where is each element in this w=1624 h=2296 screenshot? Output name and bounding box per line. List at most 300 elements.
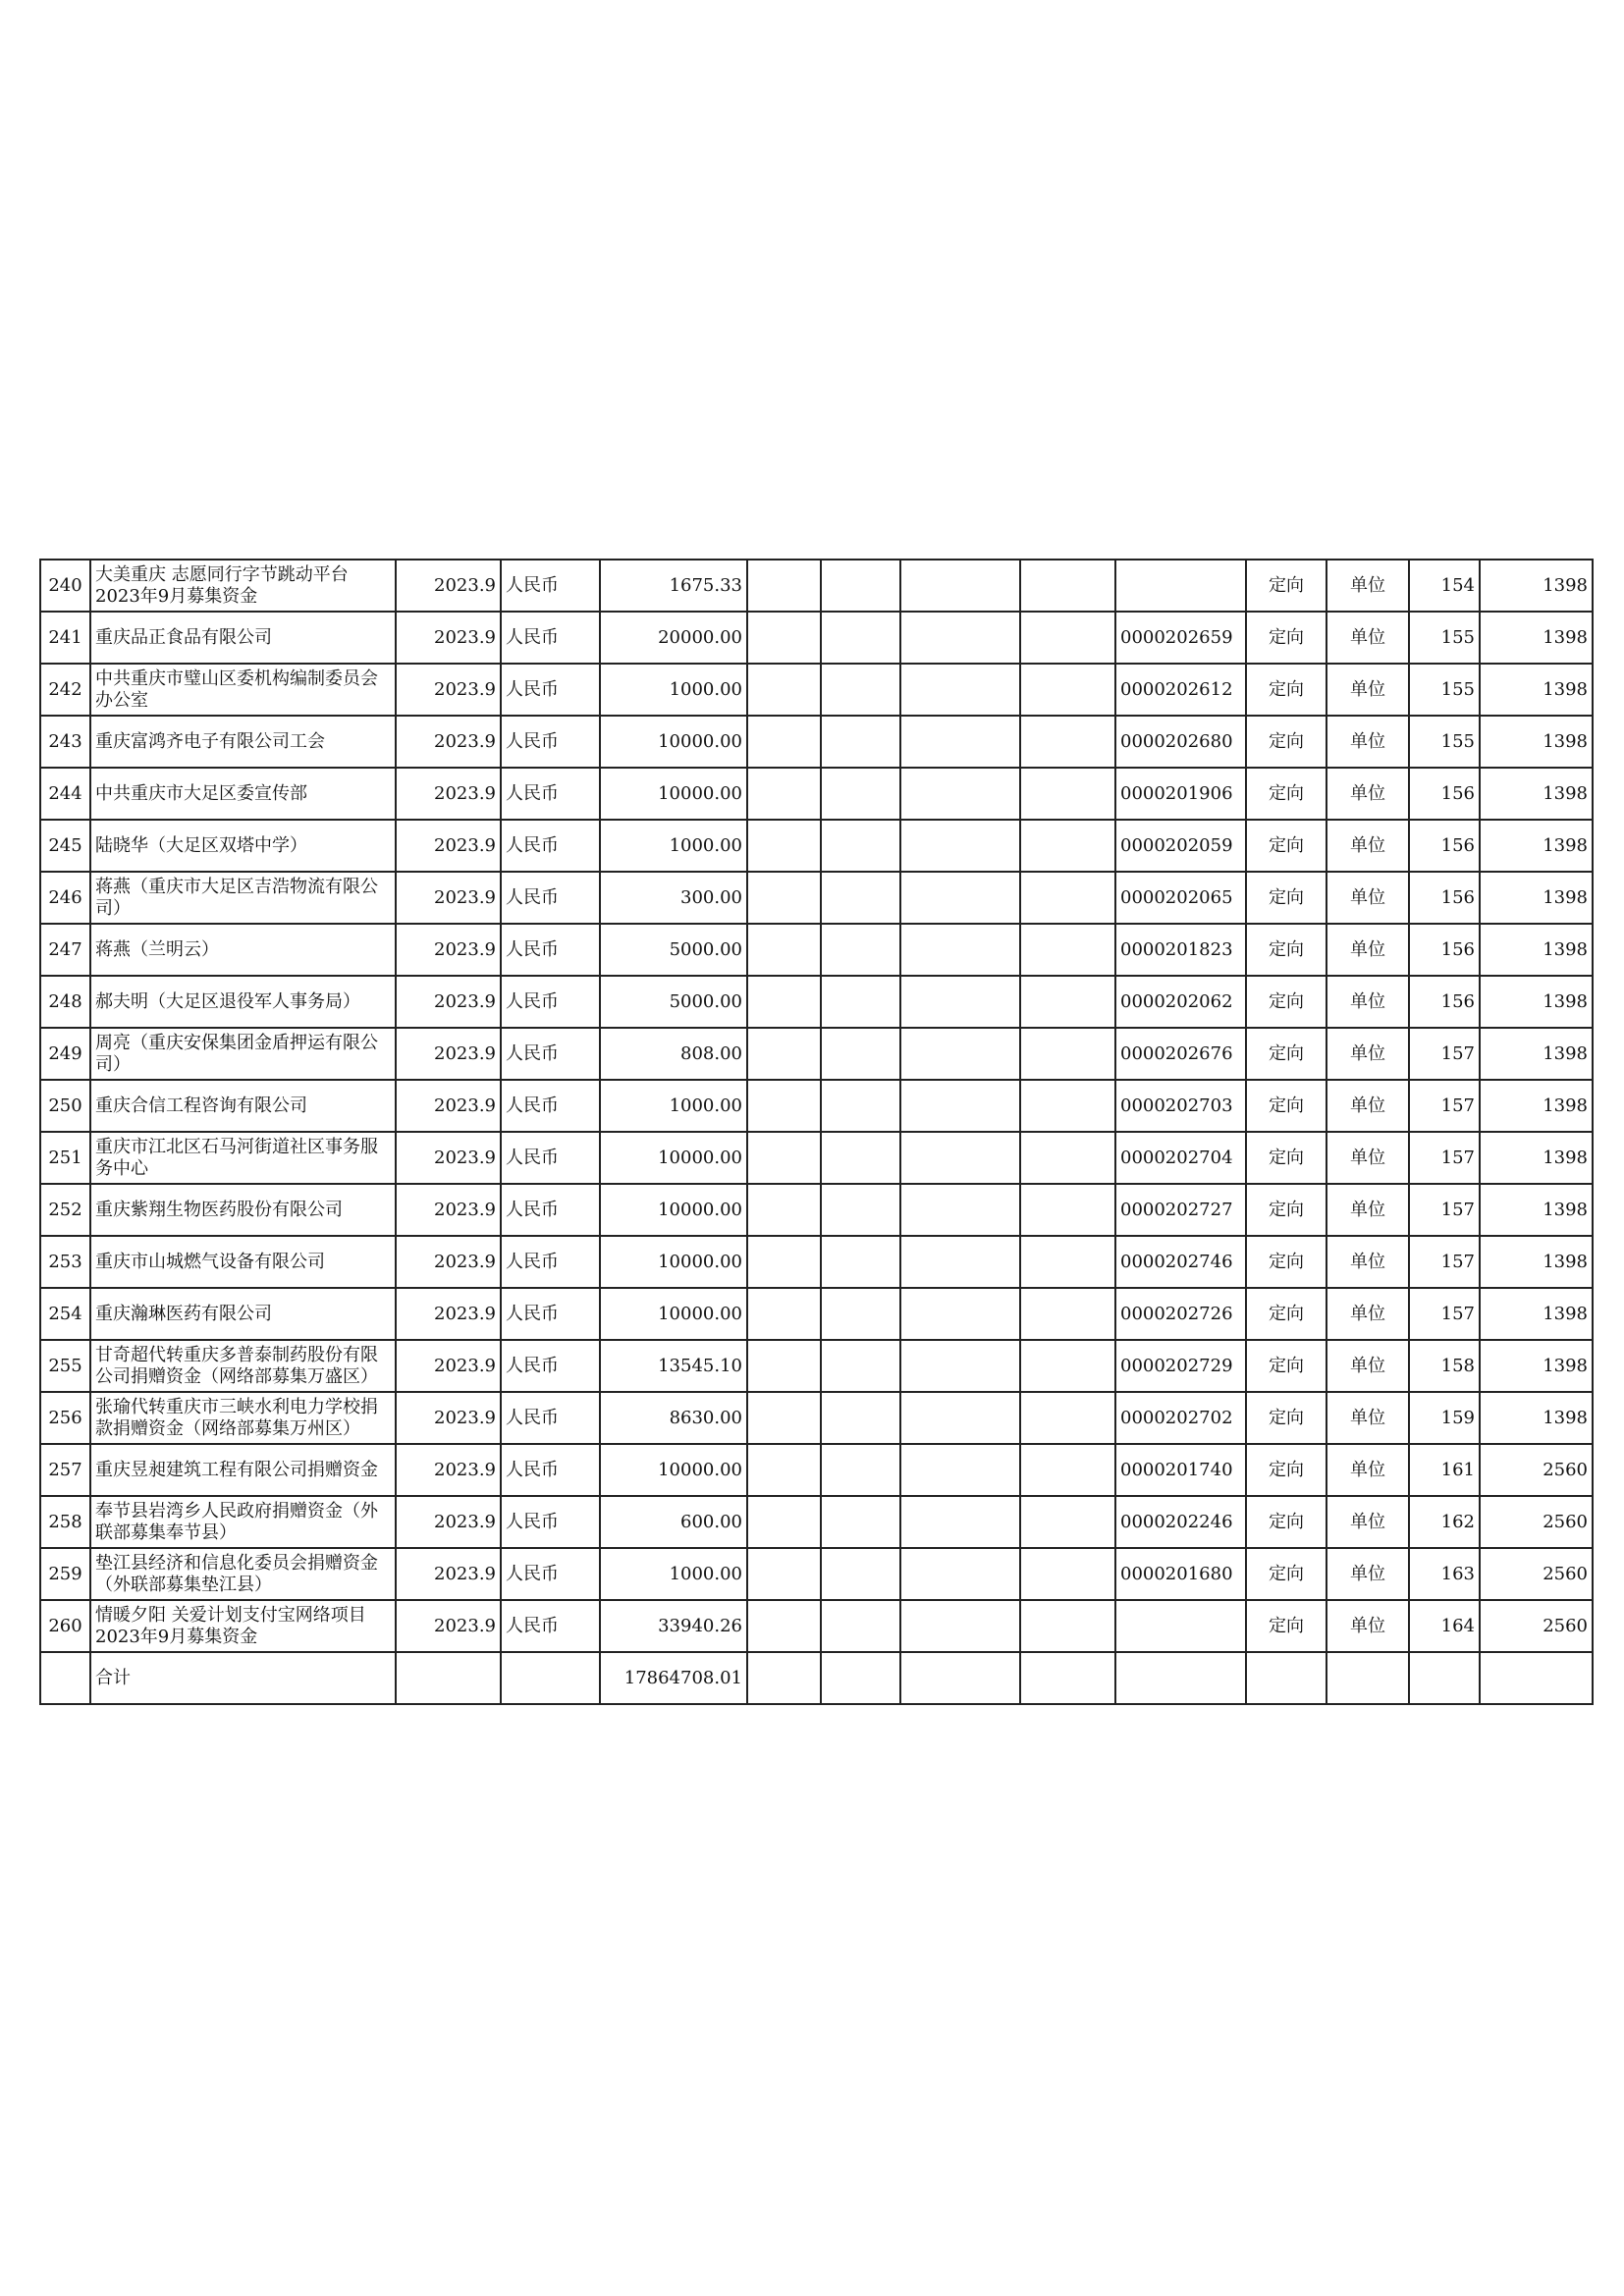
row-number: 250 xyxy=(40,1080,90,1132)
amount: 10000.00 xyxy=(600,768,747,820)
row-number: 247 xyxy=(40,924,90,976)
currency: 人民币 xyxy=(501,1080,600,1132)
donor-name: 重庆昱昶建筑工程有限公司捐赠资金 xyxy=(90,1444,396,1496)
donor-name: 蒋燕（兰明云） xyxy=(90,924,396,976)
total-label: 合计 xyxy=(90,1652,396,1704)
volume-number: 2560 xyxy=(1480,1444,1593,1496)
direction-type: 定向 xyxy=(1246,612,1326,664)
donor-name: 垫江县经济和信息化委员会捐赠资金（外联部募集垫江县） xyxy=(90,1548,396,1600)
amount: 10000.00 xyxy=(600,1288,747,1340)
receipt-number: 0000202676 xyxy=(1115,1028,1246,1080)
volume-number: 1398 xyxy=(1480,976,1593,1028)
blank-cell xyxy=(821,560,900,612)
volume-number: 1398 xyxy=(1480,1288,1593,1340)
direction-type: 定向 xyxy=(1246,716,1326,768)
blank-cell xyxy=(747,1184,821,1236)
donor-type: 单位 xyxy=(1326,1236,1409,1288)
donor-name: 郝夫明（大足区退役军人事务局） xyxy=(90,976,396,1028)
table-row xyxy=(40,1236,1593,1288)
blank-cell xyxy=(1020,1496,1115,1548)
direction-type: 定向 xyxy=(1246,1600,1326,1652)
table-row xyxy=(40,1080,1593,1132)
donation-date: 2023.9 xyxy=(396,560,501,612)
blank-cell xyxy=(40,1652,90,1704)
blank-cell xyxy=(747,1340,821,1392)
donor-type: 单位 xyxy=(1326,664,1409,716)
page-number: 156 xyxy=(1409,924,1480,976)
receipt-number: 0000202059 xyxy=(1115,820,1246,872)
blank-cell xyxy=(1020,1652,1115,1704)
blank-cell xyxy=(821,1132,900,1184)
donation-date: 2023.9 xyxy=(396,1132,501,1184)
donation-date: 2023.9 xyxy=(396,924,501,976)
currency: 人民币 xyxy=(501,1548,600,1600)
row-number: 245 xyxy=(40,820,90,872)
table-row xyxy=(40,976,1593,1028)
page-number: 164 xyxy=(1409,1600,1480,1652)
receipt-number: 0000201740 xyxy=(1115,1444,1246,1496)
blank-cell xyxy=(747,924,821,976)
blank-cell xyxy=(1326,1652,1409,1704)
receipt-number: 0000202680 xyxy=(1115,716,1246,768)
currency: 人民币 xyxy=(501,1184,600,1236)
blank-cell xyxy=(900,1392,1020,1444)
row-number: 243 xyxy=(40,716,90,768)
volume-number: 1398 xyxy=(1480,820,1593,872)
blank-cell xyxy=(900,872,1020,924)
page-number: 157 xyxy=(1409,1288,1480,1340)
blank-cell xyxy=(501,1652,600,1704)
donor-type: 单位 xyxy=(1326,976,1409,1028)
currency: 人民币 xyxy=(501,820,600,872)
currency: 人民币 xyxy=(501,924,600,976)
blank-cell xyxy=(1020,820,1115,872)
blank-cell xyxy=(747,1444,821,1496)
receipt-number: 0000202727 xyxy=(1115,1184,1246,1236)
blank-cell xyxy=(900,924,1020,976)
page-number: 156 xyxy=(1409,820,1480,872)
blank-cell xyxy=(747,1392,821,1444)
blank-cell xyxy=(900,1548,1020,1600)
donor-type: 单位 xyxy=(1326,1184,1409,1236)
row-number: 248 xyxy=(40,976,90,1028)
page-number: 157 xyxy=(1409,1184,1480,1236)
blank-cell xyxy=(1020,768,1115,820)
blank-cell xyxy=(747,1496,821,1548)
direction-type: 定向 xyxy=(1246,1496,1326,1548)
donor-name: 重庆合信工程咨询有限公司 xyxy=(90,1080,396,1132)
table-row xyxy=(40,1184,1593,1236)
blank-cell xyxy=(747,1132,821,1184)
table-row xyxy=(40,612,1593,664)
table-row xyxy=(40,924,1593,976)
donor-name: 重庆品正食品有限公司 xyxy=(90,612,396,664)
volume-number: 1398 xyxy=(1480,1184,1593,1236)
donor-name: 甘奇超代转重庆多普泰制药股份有限公司捐赠资金（网络部募集万盛区） xyxy=(90,1340,396,1392)
volume-number: 2560 xyxy=(1480,1600,1593,1652)
blank-cell xyxy=(747,768,821,820)
page-number: 159 xyxy=(1409,1392,1480,1444)
blank-cell xyxy=(900,768,1020,820)
donor-type: 单位 xyxy=(1326,872,1409,924)
receipt-number xyxy=(1115,1600,1246,1652)
blank-cell xyxy=(821,768,900,820)
page-number: 154 xyxy=(1409,560,1480,612)
blank-cell xyxy=(900,1236,1020,1288)
blank-cell xyxy=(900,1132,1020,1184)
amount: 808.00 xyxy=(600,1028,747,1080)
blank-cell xyxy=(900,1496,1020,1548)
blank-cell xyxy=(821,1080,900,1132)
table-row xyxy=(40,1028,1593,1080)
direction-type: 定向 xyxy=(1246,820,1326,872)
table-row xyxy=(40,1600,1593,1652)
donor-name: 周亮（重庆安保集团金盾押运有限公司） xyxy=(90,1028,396,1080)
blank-cell xyxy=(747,1028,821,1080)
currency: 人民币 xyxy=(501,1392,600,1444)
donor-name: 重庆市江北区石马河街道社区事务服务中心 xyxy=(90,1132,396,1184)
blank-cell xyxy=(747,1652,821,1704)
blank-cell xyxy=(747,1236,821,1288)
receipt-number: 0000202065 xyxy=(1115,872,1246,924)
amount: 600.00 xyxy=(600,1496,747,1548)
volume-number: 1398 xyxy=(1480,1132,1593,1184)
donor-type: 单位 xyxy=(1326,1028,1409,1080)
blank-cell xyxy=(747,1080,821,1132)
blank-cell xyxy=(747,664,821,716)
donation-date: 2023.9 xyxy=(396,612,501,664)
blank-cell xyxy=(1020,560,1115,612)
blank-cell xyxy=(1020,1548,1115,1600)
donor-type: 单位 xyxy=(1326,1132,1409,1184)
row-number: 260 xyxy=(40,1600,90,1652)
blank-cell xyxy=(900,1028,1020,1080)
page-number: 162 xyxy=(1409,1496,1480,1548)
currency: 人民币 xyxy=(501,560,600,612)
row-number: 252 xyxy=(40,1184,90,1236)
volume-number: 1398 xyxy=(1480,924,1593,976)
volume-number: 1398 xyxy=(1480,768,1593,820)
direction-type: 定向 xyxy=(1246,1548,1326,1600)
direction-type: 定向 xyxy=(1246,976,1326,1028)
donor-type: 单位 xyxy=(1326,1548,1409,1600)
blank-cell xyxy=(821,1184,900,1236)
blank-cell xyxy=(821,820,900,872)
row-number: 244 xyxy=(40,768,90,820)
page-number: 157 xyxy=(1409,1028,1480,1080)
currency: 人民币 xyxy=(501,768,600,820)
blank-cell xyxy=(747,560,821,612)
donor-name: 中共重庆市璧山区委机构编制委员会办公室 xyxy=(90,664,396,716)
currency: 人民币 xyxy=(501,872,600,924)
table-row xyxy=(40,716,1593,768)
receipt-number: 0000201906 xyxy=(1115,768,1246,820)
ledger-body xyxy=(40,560,1593,1704)
amount: 20000.00 xyxy=(600,612,747,664)
donor-name: 中共重庆市大足区委宣传部 xyxy=(90,768,396,820)
page-number: 157 xyxy=(1409,1236,1480,1288)
row-number: 246 xyxy=(40,872,90,924)
blank-cell xyxy=(821,1236,900,1288)
blank-cell xyxy=(900,664,1020,716)
currency: 人民币 xyxy=(501,716,600,768)
donation-date: 2023.9 xyxy=(396,1392,501,1444)
amount: 5000.00 xyxy=(600,976,747,1028)
blank-cell xyxy=(821,1392,900,1444)
blank-cell xyxy=(821,1444,900,1496)
row-number: 241 xyxy=(40,612,90,664)
blank-cell xyxy=(1020,1080,1115,1132)
direction-type: 定向 xyxy=(1246,1392,1326,1444)
direction-type: 定向 xyxy=(1246,1132,1326,1184)
blank-cell xyxy=(900,1340,1020,1392)
blank-cell xyxy=(747,820,821,872)
blank-cell xyxy=(1020,1132,1115,1184)
blank-cell xyxy=(821,976,900,1028)
amount: 8630.00 xyxy=(600,1392,747,1444)
blank-cell xyxy=(396,1652,501,1704)
table-row xyxy=(40,1288,1593,1340)
blank-cell xyxy=(900,1184,1020,1236)
donation-date: 2023.9 xyxy=(396,664,501,716)
row-number: 251 xyxy=(40,1132,90,1184)
blank-cell xyxy=(747,612,821,664)
blank-cell xyxy=(1480,1652,1593,1704)
page-number: 163 xyxy=(1409,1548,1480,1600)
page-number: 156 xyxy=(1409,872,1480,924)
amount: 1000.00 xyxy=(600,1548,747,1600)
volume-number: 1398 xyxy=(1480,872,1593,924)
blank-cell xyxy=(821,664,900,716)
donation-date: 2023.9 xyxy=(396,1496,501,1548)
donor-type: 单位 xyxy=(1326,820,1409,872)
direction-type: 定向 xyxy=(1246,1340,1326,1392)
total-row xyxy=(40,1652,1593,1704)
donor-type: 单位 xyxy=(1326,1080,1409,1132)
blank-cell xyxy=(1020,1340,1115,1392)
blank-cell xyxy=(1020,612,1115,664)
blank-cell xyxy=(821,924,900,976)
donation-date: 2023.9 xyxy=(396,1080,501,1132)
blank-cell xyxy=(1020,1600,1115,1652)
donor-name: 陆晓华（大足区双塔中学） xyxy=(90,820,396,872)
page-number: 158 xyxy=(1409,1340,1480,1392)
donor-type: 单位 xyxy=(1326,612,1409,664)
blank-cell xyxy=(821,1288,900,1340)
volume-number: 1398 xyxy=(1480,1392,1593,1444)
donor-name: 重庆市山城燃气设备有限公司 xyxy=(90,1236,396,1288)
amount: 10000.00 xyxy=(600,1132,747,1184)
donation-date: 2023.9 xyxy=(396,976,501,1028)
receipt-number: 0000202612 xyxy=(1115,664,1246,716)
volume-number: 2560 xyxy=(1480,1548,1593,1600)
amount: 10000.00 xyxy=(600,1444,747,1496)
blank-cell xyxy=(747,976,821,1028)
receipt-number: 0000201823 xyxy=(1115,924,1246,976)
donation-date: 2023.9 xyxy=(396,1600,501,1652)
donor-type: 单位 xyxy=(1326,924,1409,976)
currency: 人民币 xyxy=(501,1132,600,1184)
table-row xyxy=(40,768,1593,820)
amount: 5000.00 xyxy=(600,924,747,976)
direction-type: 定向 xyxy=(1246,560,1326,612)
blank-cell xyxy=(821,1548,900,1600)
blank-cell xyxy=(900,716,1020,768)
blank-cell xyxy=(900,976,1020,1028)
direction-type: 定向 xyxy=(1246,1288,1326,1340)
volume-number: 1398 xyxy=(1480,716,1593,768)
volume-number: 1398 xyxy=(1480,1080,1593,1132)
blank-cell xyxy=(747,872,821,924)
amount: 1675.33 xyxy=(600,560,747,612)
donation-date: 2023.9 xyxy=(396,1340,501,1392)
direction-type: 定向 xyxy=(1246,1444,1326,1496)
currency: 人民币 xyxy=(501,612,600,664)
blank-cell xyxy=(1020,1236,1115,1288)
table-row xyxy=(40,1132,1593,1184)
row-number: 255 xyxy=(40,1340,90,1392)
page-number: 155 xyxy=(1409,612,1480,664)
blank-cell xyxy=(1020,1444,1115,1496)
blank-cell xyxy=(747,1548,821,1600)
table-row xyxy=(40,1392,1593,1444)
blank-cell xyxy=(1020,664,1115,716)
donor-type: 单位 xyxy=(1326,1600,1409,1652)
donor-name: 张瑜代转重庆市三峡水利电力学校捐款捐赠资金（网络部募集万州区） xyxy=(90,1392,396,1444)
blank-cell xyxy=(1020,924,1115,976)
direction-type: 定向 xyxy=(1246,664,1326,716)
blank-cell xyxy=(900,1080,1020,1132)
amount: 10000.00 xyxy=(600,1236,747,1288)
amount: 13545.10 xyxy=(600,1340,747,1392)
row-number: 242 xyxy=(40,664,90,716)
donation-date: 2023.9 xyxy=(396,1548,501,1600)
blank-cell xyxy=(821,1652,900,1704)
volume-number: 1398 xyxy=(1480,664,1593,716)
blank-cell xyxy=(900,1444,1020,1496)
blank-cell xyxy=(821,716,900,768)
donation-date: 2023.9 xyxy=(396,768,501,820)
table-row xyxy=(40,820,1593,872)
currency: 人民币 xyxy=(501,1600,600,1652)
donor-type: 单位 xyxy=(1326,716,1409,768)
receipt-number: 0000202704 xyxy=(1115,1132,1246,1184)
amount: 10000.00 xyxy=(600,716,747,768)
blank-cell xyxy=(900,1652,1020,1704)
direction-type: 定向 xyxy=(1246,1080,1326,1132)
receipt-number: 0000202062 xyxy=(1115,976,1246,1028)
donation-date: 2023.9 xyxy=(396,1028,501,1080)
donor-type: 单位 xyxy=(1326,1288,1409,1340)
donation-date: 2023.9 xyxy=(396,1236,501,1288)
blank-cell xyxy=(1020,872,1115,924)
blank-cell xyxy=(1020,976,1115,1028)
amount: 1000.00 xyxy=(600,1080,747,1132)
receipt-number: 0000202726 xyxy=(1115,1288,1246,1340)
volume-number: 1398 xyxy=(1480,560,1593,612)
table-row xyxy=(40,1496,1593,1548)
receipt-number: 0000202702 xyxy=(1115,1392,1246,1444)
donation-date: 2023.9 xyxy=(396,820,501,872)
row-number: 254 xyxy=(40,1288,90,1340)
blank-cell xyxy=(747,716,821,768)
donation-date: 2023.9 xyxy=(396,1444,501,1496)
table-row xyxy=(40,1444,1593,1496)
donor-type: 单位 xyxy=(1326,768,1409,820)
currency: 人民币 xyxy=(501,1444,600,1496)
receipt-number: 0000202659 xyxy=(1115,612,1246,664)
blank-cell xyxy=(900,1600,1020,1652)
blank-cell xyxy=(900,1288,1020,1340)
direction-type: 定向 xyxy=(1246,1028,1326,1080)
table-row xyxy=(40,560,1593,612)
row-number: 258 xyxy=(40,1496,90,1548)
table-row xyxy=(40,1340,1593,1392)
page-number: 161 xyxy=(1409,1444,1480,1496)
row-number: 257 xyxy=(40,1444,90,1496)
donor-name: 重庆瀚琳医药有限公司 xyxy=(90,1288,396,1340)
blank-cell xyxy=(1020,1392,1115,1444)
amount: 1000.00 xyxy=(600,820,747,872)
page-number: 157 xyxy=(1409,1132,1480,1184)
blank-cell xyxy=(1115,1652,1246,1704)
amount: 33940.26 xyxy=(600,1600,747,1652)
page-number: 156 xyxy=(1409,976,1480,1028)
blank-cell xyxy=(1020,716,1115,768)
blank-cell xyxy=(821,1496,900,1548)
blank-cell xyxy=(821,872,900,924)
receipt-number: 0000201680 xyxy=(1115,1548,1246,1600)
volume-number: 1398 xyxy=(1480,1236,1593,1288)
blank-cell xyxy=(1246,1652,1326,1704)
blank-cell xyxy=(821,1028,900,1080)
blank-cell xyxy=(747,1288,821,1340)
currency: 人民币 xyxy=(501,1496,600,1548)
donor-type: 单位 xyxy=(1326,1392,1409,1444)
blank-cell xyxy=(1020,1028,1115,1080)
table-row xyxy=(40,664,1593,716)
amount: 300.00 xyxy=(600,872,747,924)
direction-type: 定向 xyxy=(1246,1184,1326,1236)
table-row xyxy=(40,872,1593,924)
donor-name: 蒋燕（重庆市大足区吉浩物流有限公司） xyxy=(90,872,396,924)
currency: 人民币 xyxy=(501,664,600,716)
blank-cell xyxy=(1409,1652,1480,1704)
direction-type: 定向 xyxy=(1246,768,1326,820)
currency: 人民币 xyxy=(501,1236,600,1288)
receipt-number: 0000202746 xyxy=(1115,1236,1246,1288)
donation-ledger-table xyxy=(39,559,1594,1705)
receipt-number: 0000202729 xyxy=(1115,1340,1246,1392)
page-number: 155 xyxy=(1409,664,1480,716)
blank-cell xyxy=(821,612,900,664)
receipt-number: 0000202703 xyxy=(1115,1080,1246,1132)
row-number: 249 xyxy=(40,1028,90,1080)
currency: 人民币 xyxy=(501,1028,600,1080)
row-number: 253 xyxy=(40,1236,90,1288)
currency: 人民币 xyxy=(501,976,600,1028)
donor-type: 单位 xyxy=(1326,560,1409,612)
blank-cell xyxy=(821,1600,900,1652)
row-number: 259 xyxy=(40,1548,90,1600)
volume-number: 2560 xyxy=(1480,1496,1593,1548)
receipt-number: 0000202246 xyxy=(1115,1496,1246,1548)
donor-name: 重庆富鸿齐电子有限公司工会 xyxy=(90,716,396,768)
donor-type: 单位 xyxy=(1326,1496,1409,1548)
page-number: 155 xyxy=(1409,716,1480,768)
currency: 人民币 xyxy=(501,1340,600,1392)
amount: 10000.00 xyxy=(600,1184,747,1236)
